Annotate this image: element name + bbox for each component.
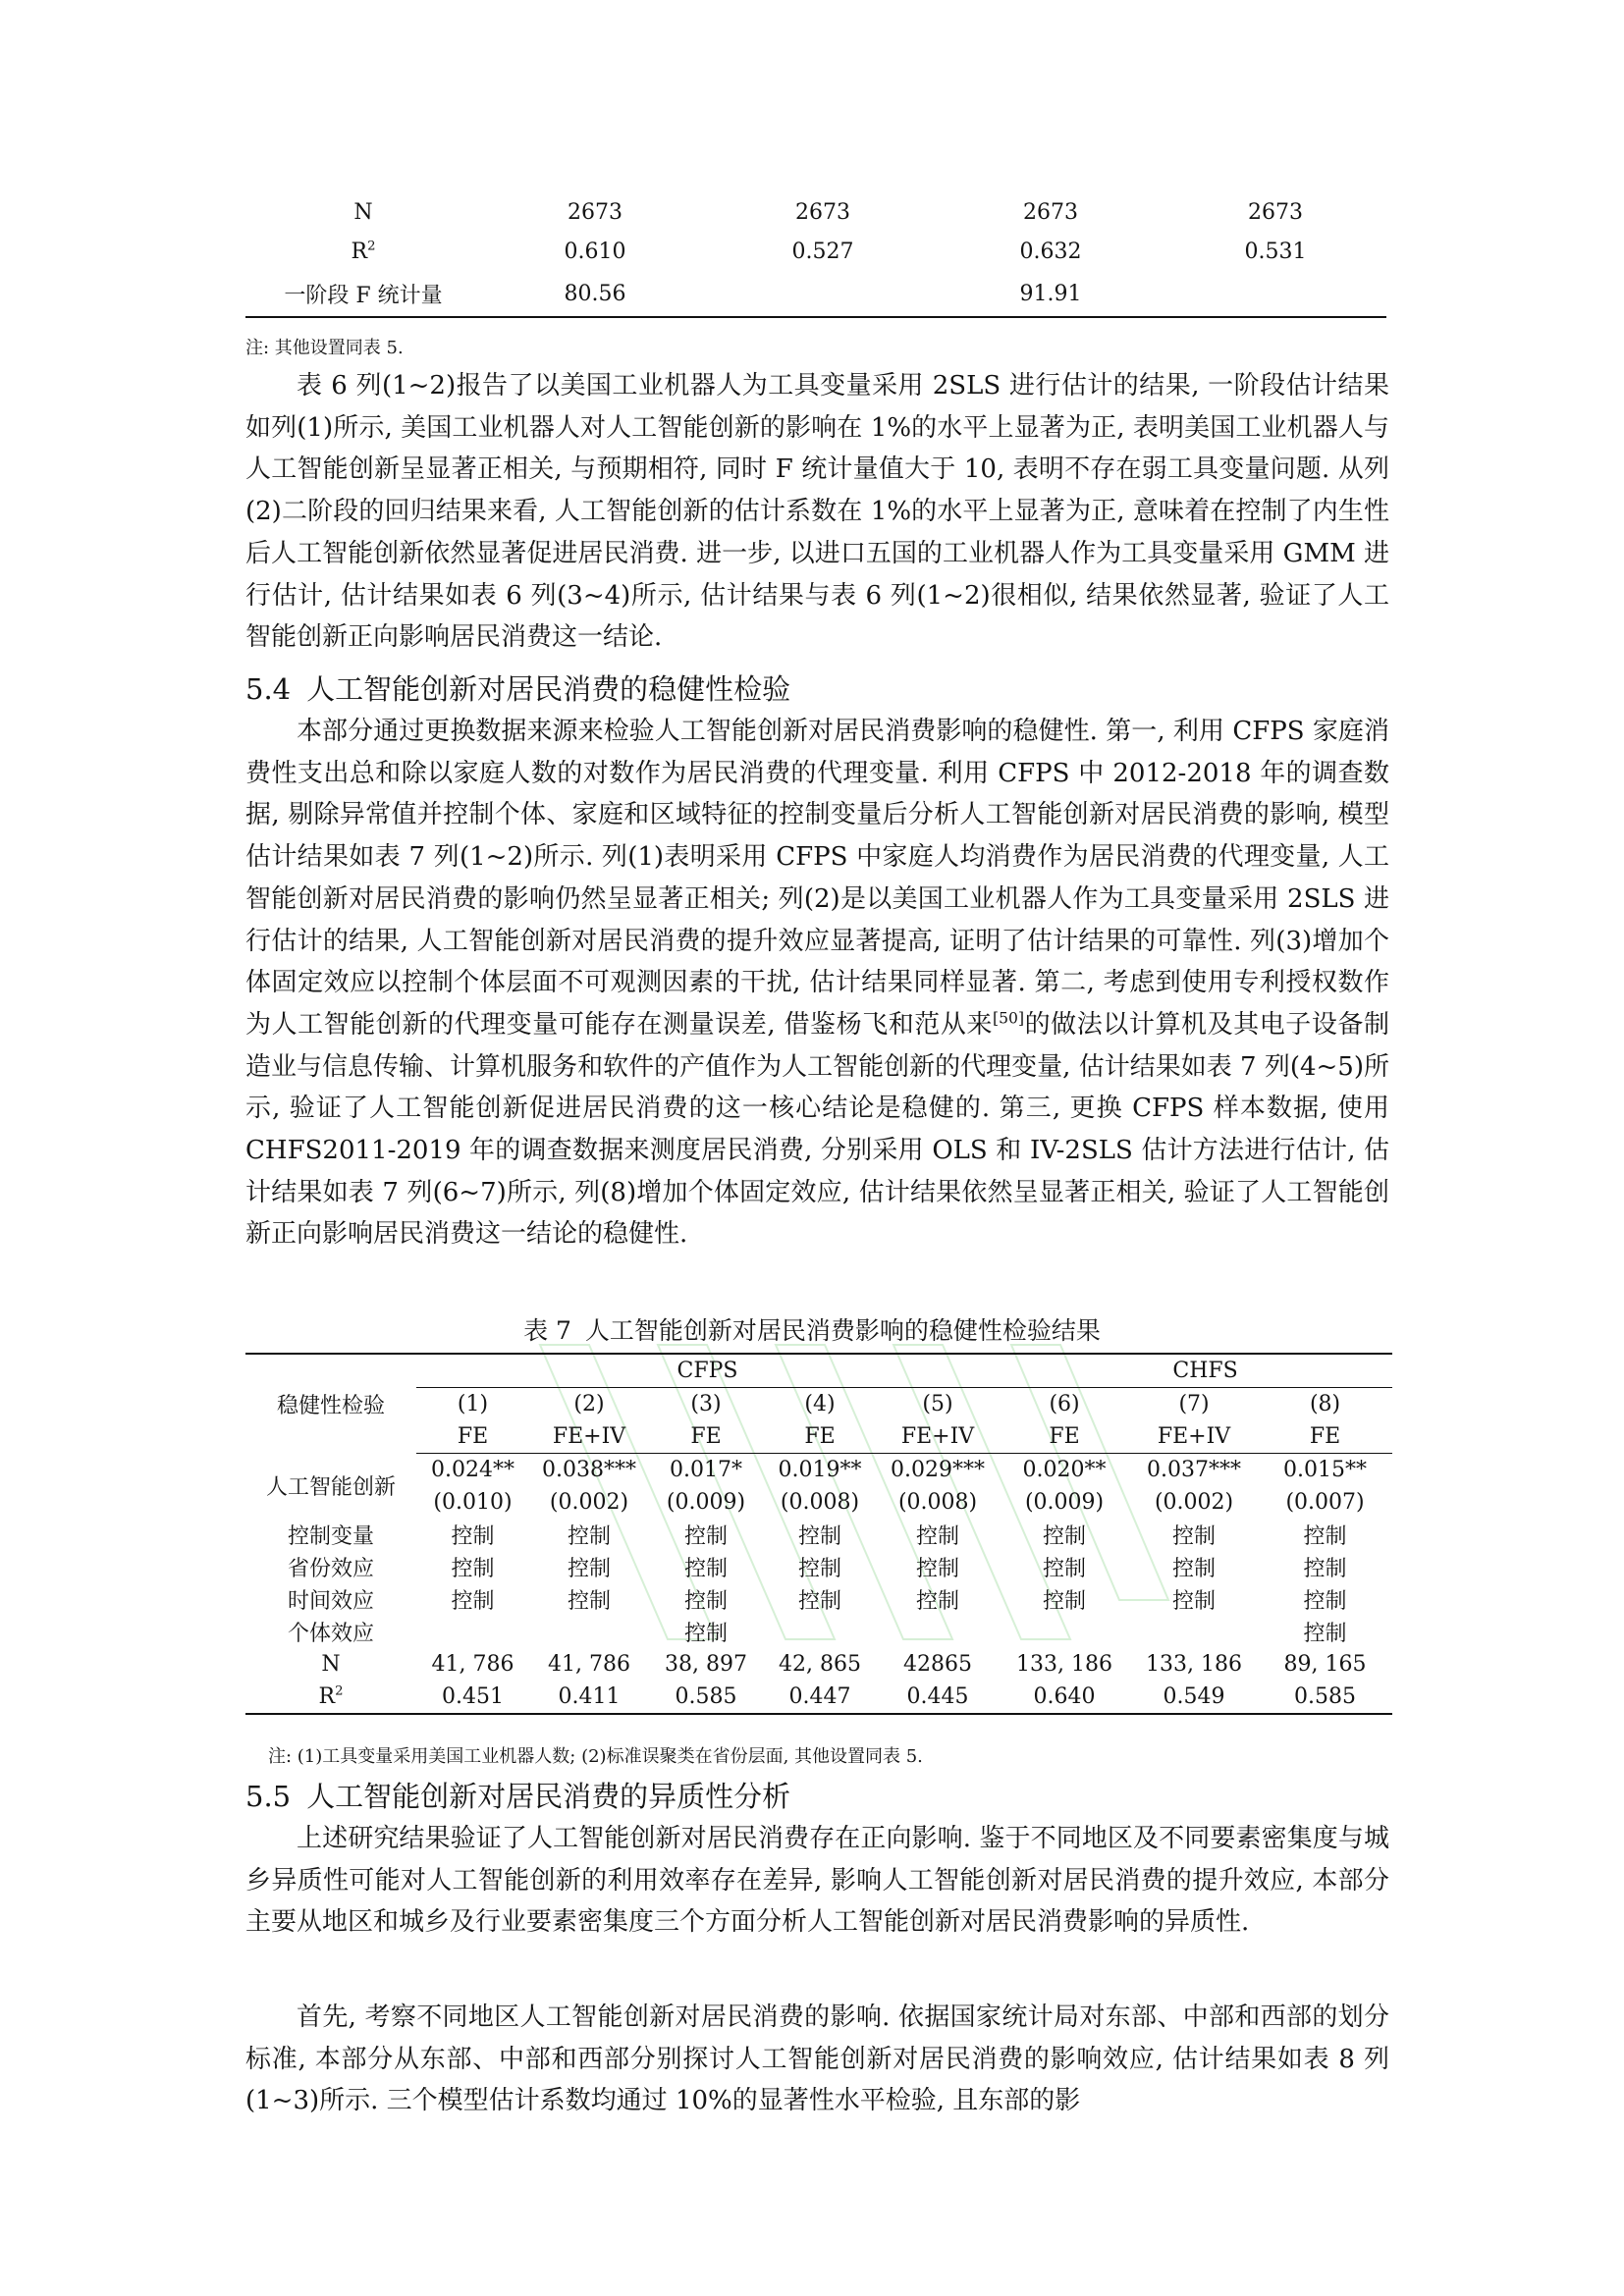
cell: 控制 (683, 1557, 728, 1581)
row-label: N (353, 199, 373, 225)
cell: 0.549 (1130, 1681, 1258, 1714)
table-header-row (245, 1388, 1392, 1421)
cell: 80.56 (481, 271, 709, 317)
cell: 41, 786 (548, 1652, 630, 1677)
cell: 41, 786 (431, 1652, 514, 1677)
table-row (245, 1583, 1392, 1616)
col-method: FE (649, 1420, 763, 1454)
cell: 0.610 (564, 239, 626, 264)
se-cell: (0.008) (780, 1490, 860, 1515)
cell: 控制 (567, 1557, 611, 1581)
cell: 0.445 (877, 1681, 999, 1714)
table6-continued (245, 192, 1386, 318)
col-number: (7) (1178, 1392, 1210, 1416)
cell: 控制 (1172, 1557, 1217, 1581)
table-row (245, 1681, 1392, 1714)
coef-cell: 0.038*** (542, 1458, 636, 1482)
cell: 控制 (683, 1589, 728, 1614)
cell: 控制 (797, 1557, 841, 1581)
col-number: (8) (1309, 1392, 1341, 1416)
cell: 控制 (916, 1524, 960, 1549)
cell: 控制 (1303, 1622, 1347, 1646)
cell (877, 1616, 999, 1648)
group-header-chfs: CHFS (999, 1354, 1392, 1388)
cell: 控制 (451, 1589, 495, 1614)
row-label: 一阶段 F 统计量 (245, 271, 481, 317)
cell (1164, 271, 1386, 317)
body-paragraph: 上述研究结果验证了人工智能创新对居民消费存在正向影响. 鉴于不同地区及不同要素密集度与城乡异质性可能对人工智能创新的利用效率存在差异, 影响人工智能创新对居民消费的提升效应, 本部分主要从地区和城乡及行业要素密集度三个方面分析人工智能创新对居民消费影响的异质性. (245, 1824, 1389, 1938)
cell: 控制 (916, 1557, 960, 1581)
cell: 控制 (683, 1622, 728, 1646)
cell: 38, 897 (665, 1652, 747, 1677)
cell: 0.527 (791, 239, 854, 264)
cell: 0.585 (649, 1681, 763, 1714)
cell: 42, 865 (779, 1652, 861, 1677)
se-cell: (0.008) (897, 1490, 978, 1515)
group-header-cfps: CFPS (416, 1354, 999, 1388)
cell: 控制 (797, 1524, 841, 1549)
cell: 42865 (903, 1652, 973, 1677)
table-row (245, 271, 1386, 317)
cell (1130, 1616, 1258, 1648)
cell: 控制 (1043, 1524, 1087, 1549)
row-label: N (321, 1652, 341, 1677)
table-row (245, 192, 1386, 232)
se-cell: (0.002) (1154, 1490, 1234, 1515)
table-header-row (245, 1420, 1392, 1454)
cell: 控制 (567, 1524, 611, 1549)
col-method: FE+IV (1130, 1420, 1258, 1454)
col-method: FE (1258, 1420, 1392, 1454)
row-label: 时间效应 (287, 1589, 374, 1614)
coef-cell: 0.029*** (891, 1458, 985, 1482)
cell: 0.411 (529, 1681, 649, 1714)
cell: 控制 (1172, 1589, 1217, 1614)
table-note: 注: (1)工具变量采用美国工业机器人数; (2)标准误聚类在省份层面, 其他设置同表 5. (268, 1746, 923, 1767)
coef-cell: 0.015** (1283, 1458, 1368, 1482)
col-number: (1) (457, 1392, 489, 1416)
se-cell: (0.010) (433, 1490, 513, 1515)
cell (709, 271, 937, 317)
col-method: FE (416, 1420, 529, 1454)
cell: 2673 (1023, 199, 1078, 225)
cell: 133, 186 (1146, 1652, 1243, 1677)
cell: 控制 (1172, 1524, 1217, 1549)
cell: 91.91 (937, 271, 1164, 317)
col-number: (3) (690, 1392, 722, 1416)
cell: 2673 (568, 199, 623, 225)
citation-ref[interactable]: [50] (993, 1009, 1025, 1028)
section-heading: 5.5 人工智能创新对居民消费的异质性分析 (245, 1780, 791, 1813)
cell: 控制 (1303, 1589, 1347, 1614)
table-caption: 表 7 人工智能创新对居民消费影响的稳健性检验结果 (523, 1316, 1101, 1345)
table-note: 注: 其他设置同表 5. (245, 338, 404, 358)
row-label: 人工智能创新 (265, 1475, 396, 1501)
row-label: 控制变量 (287, 1524, 374, 1549)
se-cell: (0.007) (1285, 1490, 1365, 1515)
col-method: FE+IV (877, 1420, 999, 1454)
table-row (245, 1519, 1392, 1551)
cell: 0.585 (1258, 1681, 1392, 1714)
col-number: (4) (804, 1392, 836, 1416)
row-label: 个体效应 (287, 1622, 374, 1646)
col-number: (2) (573, 1392, 605, 1416)
cell: 0.447 (763, 1681, 877, 1714)
table-row (245, 1486, 1392, 1519)
cell: 控制 (1043, 1557, 1087, 1581)
table-row (245, 1648, 1392, 1681)
cell: 0.451 (416, 1681, 529, 1714)
cell: 控制 (1303, 1557, 1347, 1581)
table-row (245, 1616, 1392, 1648)
cell: 控制 (451, 1557, 495, 1581)
table-row (245, 232, 1386, 271)
section-heading: 5.4 人工智能创新对居民消费的稳健性检验 (245, 672, 791, 706)
row-label: $R^2$ (245, 1681, 416, 1714)
col-method: FE (763, 1420, 877, 1454)
col-method: FE+IV (529, 1420, 649, 1454)
row-label: 省份效应 (287, 1557, 374, 1581)
table-row (245, 1454, 1392, 1487)
cell: 控制 (567, 1589, 611, 1614)
se-cell: (0.009) (1024, 1490, 1105, 1515)
col-method: FE (999, 1420, 1130, 1454)
coef-cell: 0.024** (431, 1458, 514, 1482)
table-row (245, 1551, 1392, 1583)
cell: 133, 186 (1016, 1652, 1113, 1677)
se-cell: (0.002) (549, 1490, 629, 1515)
table-header-row (245, 1354, 1392, 1388)
cell (529, 1616, 649, 1648)
col-number: (5) (922, 1392, 953, 1416)
cell: 0.531 (1244, 239, 1307, 264)
cell (999, 1616, 1130, 1648)
row-label: $R^2$ (351, 239, 376, 264)
col-number: (6) (1049, 1392, 1080, 1416)
coef-cell: 0.020** (1022, 1458, 1107, 1482)
coef-cell: 0.017* (670, 1458, 742, 1482)
cell (416, 1616, 529, 1648)
cell: 控制 (916, 1589, 960, 1614)
coef-cell: 0.019** (778, 1458, 862, 1482)
body-paragraph: 首先, 考察不同地区人工智能创新对居民消费的影响. 依据国家统计局对东部、中部和西部的划分标准, 本部分从东部、中部和西部分别探讨人工智能创新对居民消费的影响效应, 估计结果如表 8 列(1~3)所示. 三个模型估计系数均通过 10%的显著性水平检验, 且东部的影 (245, 2002, 1389, 2116)
cell: 2673 (1248, 199, 1303, 225)
cell (763, 1616, 877, 1648)
stub-header: 稳健性检验 (245, 1354, 416, 1454)
cell: 控制 (683, 1524, 728, 1549)
table7 (245, 1353, 1392, 1715)
cell: 控制 (451, 1524, 495, 1549)
cell: 0.632 (1019, 239, 1082, 264)
coef-cell: 0.037*** (1147, 1458, 1242, 1482)
cell: 2673 (795, 199, 850, 225)
body-paragraph: 表 6 列(1~2)报告了以美国工业机器人为工具变量采用 2SLS 进行估计的结果, 一阶段估计结果如列(1)所示, 美国工业机器人对人工智能创新的影响在 1%的水平上显著为正, 表明美国工业机器人与人工智能创新呈显著正相关, 与预期相符, 同时 F 统计量值大于 10, 表明不存在弱工具变量问题. 从列(2)二阶段的回归结果来看, 人工智能创新的估计系数在 1%的水平上显著为正, 意味着在控制了内生性后人工智能创新依然显著促进居民消费. 进一步, 以进口五国的工业机器人作为工具变量采用 GMM 进行估计, 估计结果如表 6 列(3~4)所示, 估计结果与表 6 列(1~2)很相似, 结果依然显著, 验证了人工智能创新正向影响居民消费这一结论. (245, 371, 1389, 653)
se-cell: (0.009) (666, 1490, 746, 1515)
body-paragraph: 本部分通过更换数据来源来检验人工智能创新对居民消费影响的稳健性. 第一, 利用 CFPS 家庭消费性支出总和除以家庭人数的对数作为居民消费的代理变量. 利用 CFPS 中 2012-2018 年的调查数据, 剔除异常值并控制个体、家庭和区域特征的控制变量后分析人工智能创新对居民消费的影响, 模型估计结果如表 7 列(1~2)所示. 列(1)表明采用 CFPS 中家庭人均消费作为居民消费的代理变量, 人工智能创新对居民消费的影响仍然呈显著正相关; 列(2)是以美国工业机器人作为工具变量采用 2SLS 进行估计的结果, 人工智能创新对居民消费的提升效应显著提高, 证明了估计结果的可靠性. 列(3)增加个体固定效应以控制个体层面不可观测因素的干扰, 估计结果同样显著. 第二, 考虑到使用专利授权数作为人工智能创新的代理变量可能存在测量误差, 借鉴杨飞和范从来[50]的做法以计算机及其电子设备制造业与信息传输、计算机服务和软件的产值作为人工智能创新的代理变量, 估计结果如表 7 列(4~5)所示, 验证了人工智能创新促进居民消费的这一核心结论是稳健的. 第三, 更换 CFPS 样本数据, 使用 CHFS2011-2019 年的调查数据来测度居民消费, 分别采用 OLS 和 IV-2SLS 估计方法进行估计, 估计结果如表 7 列(6~7)所示, 列(8)增加个体固定效应, 估计结果依然呈显著正相关, 验证了人工智能创新正向影响居民消费这一结论的稳健性. (245, 717, 1389, 1250)
cell: 控制 (1043, 1589, 1087, 1614)
cell: 控制 (1303, 1524, 1347, 1549)
cell: 89, 165 (1283, 1652, 1367, 1677)
cell: 控制 (797, 1589, 841, 1614)
cell: 0.640 (999, 1681, 1130, 1714)
